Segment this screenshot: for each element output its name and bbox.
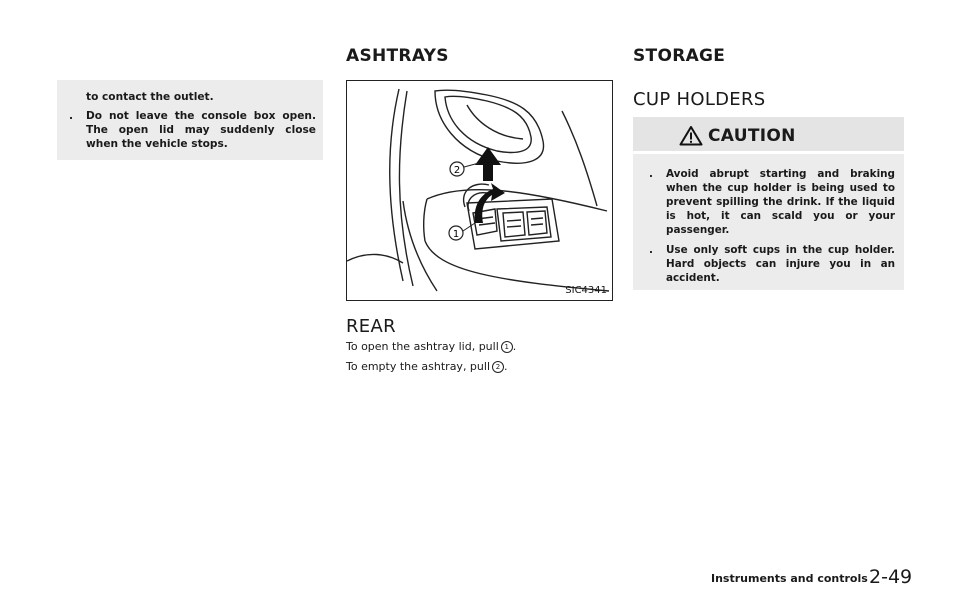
section-title-ashtrays: ASHTRAYS [346,46,449,66]
list-item: to contact the outlet. [86,91,214,103]
ref-marker: 1 [501,341,513,353]
figure-code: SIC4341 [565,285,607,296]
subheading-rear: REAR [346,316,396,337]
footer-section-label: Instruments and controls [711,572,868,585]
ashtray-diagram [347,81,613,301]
caution-title: CAUTION [708,126,796,146]
subheading-cup-holders: CUP HOLDERS [633,89,766,110]
callout-1 [449,223,475,240]
svg-text:1: 1 [452,229,460,240]
section-title-storage: STORAGE [633,46,726,66]
list-item: . Do not leave the console box open. The open lid may suddenly close when the vehicle stops. [69,110,316,150]
instruction-empty: To empty the ashtray, pull 2 . [346,360,508,373]
bullet: . [69,110,74,122]
svg-text:2: 2 [453,165,461,176]
instruction-open: To open the ashtray lid, pull 1 . [346,340,517,353]
bullet: . [649,168,653,180]
list-item: . Use only soft cups in the cup holder. Hard objects can injure you in an accident. [649,244,895,284]
callout-2 [450,162,479,176]
ref-marker: 2 [492,361,504,373]
ashtray-illustration [346,80,613,301]
list-item: . Avoid abrupt starting and braking when the cup holder is being used to prevent spilling the drink. If the liquid is hot, it can scald you or your passenger. [649,168,895,236]
bullet: . [649,244,653,256]
left-notice-text [69,90,316,156]
page-number: 2-49 [869,566,913,588]
caution-text [649,167,895,291]
warning-triangle-icon [679,125,703,146]
